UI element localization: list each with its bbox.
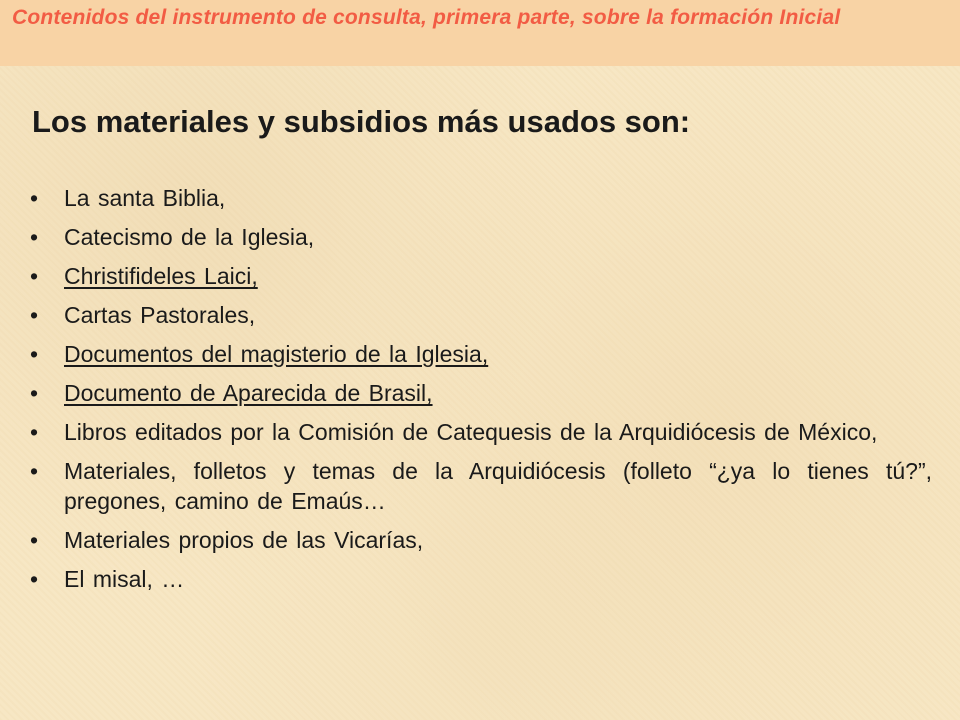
bullet-icon: • xyxy=(30,380,39,406)
list-item-text: Materiales, folletos y temas de la Arquidiócesis (folleto “¿ya lo tienes tú?”, pregones, camino de Emaús… xyxy=(64,458,932,514)
list-item xyxy=(30,417,932,447)
bullet-icon: • xyxy=(30,527,39,553)
list-item-text: El misal, … xyxy=(64,566,185,592)
list-item xyxy=(30,378,932,408)
bullet-icon: • xyxy=(30,224,39,250)
list-item-text: Materiales propios de las Vicarías, xyxy=(64,527,424,553)
list-item xyxy=(30,222,932,252)
list-item-text: La santa Biblia, xyxy=(64,185,226,211)
list-item-text: Cartas Pastorales, xyxy=(64,302,256,328)
list-item xyxy=(30,183,932,213)
list-item-text: Libros editados por la Comisión de Catequesis de la Arquidiócesis de México, xyxy=(64,419,878,445)
list-item xyxy=(30,300,932,330)
slide-heading: Los materiales y subsidios más usados son: xyxy=(32,104,691,139)
bullet-icon: • xyxy=(30,419,39,445)
list-item xyxy=(30,564,932,594)
bullet-icon: • xyxy=(30,302,39,328)
bullet-icon: • xyxy=(30,566,39,592)
banner-title: Contenidos del instrumento de consulta, primera parte, sobre la formación Inicial xyxy=(12,6,841,29)
bullet-icon: • xyxy=(30,341,39,367)
list-item-text: Catecismo de la Iglesia, xyxy=(64,224,315,250)
list-item-link[interactable]: Christifideles Laici, xyxy=(64,263,258,289)
bullet-icon: • xyxy=(30,263,39,289)
bullet-icon: • xyxy=(30,185,39,211)
list-item xyxy=(30,456,932,516)
title-banner xyxy=(0,0,960,66)
materials-list xyxy=(30,183,932,603)
list-item xyxy=(30,339,932,369)
bullet-icon: • xyxy=(30,458,39,484)
list-item xyxy=(30,525,932,555)
list-item xyxy=(30,261,932,291)
list-item-link[interactable]: Documentos del magisterio de la Iglesia, xyxy=(64,341,489,367)
list-item-link[interactable]: Documento de Aparecida de Brasil, xyxy=(64,380,433,406)
